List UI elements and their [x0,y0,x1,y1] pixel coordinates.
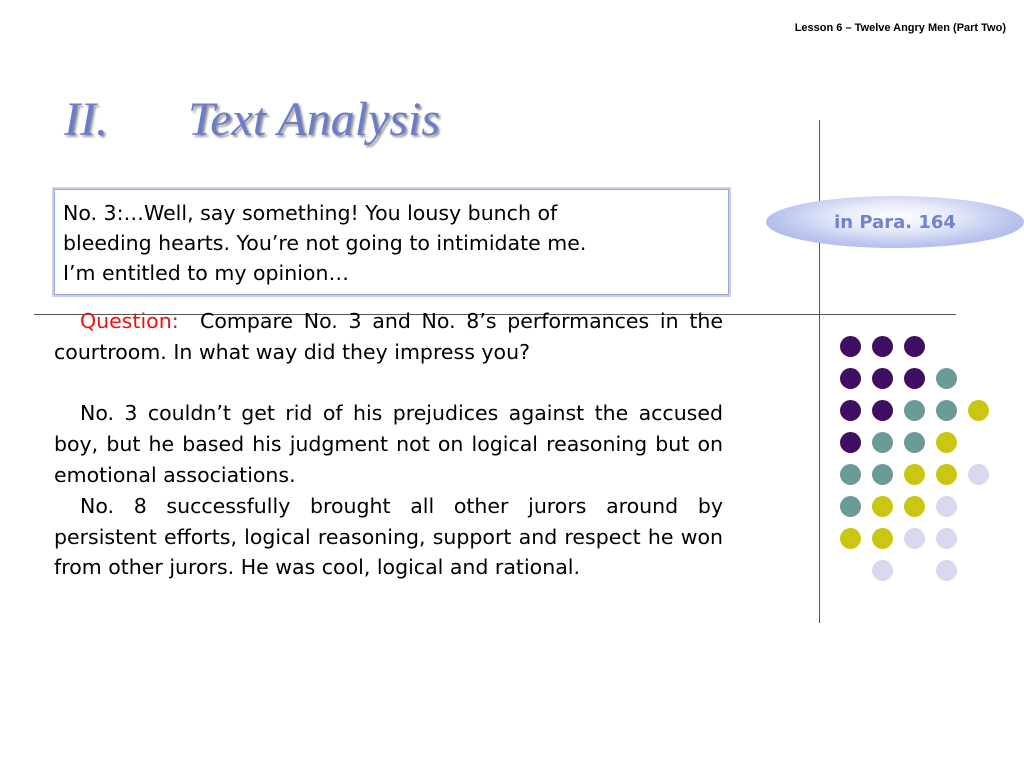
section-numeral: II. [64,93,108,146]
decorative-dot [936,400,957,421]
decorative-dot [872,528,893,549]
decorative-dot [936,528,957,549]
quote-box [52,187,731,297]
answer-paragraph [54,491,723,583]
decorative-dot [840,432,861,453]
decorative-dot [968,464,989,485]
lesson-header: Lesson 6 – Twelve Angry Men (Part Two) [794,22,1006,34]
answer-text-no8: No. 8 successfully brought all other jurors around by persistent efforts, logical reasoning, support and respect he won from other jurors. He was cool, logical and rational. [54,493,723,580]
paragraph-reference-label: in Para. 164 [834,211,956,233]
decorative-dot [936,464,957,485]
question-text: Compare No. 3 and No. 8’s performances in the courtroom. In what way did they impress you? [54,309,723,364]
slide-title [64,92,440,147]
vertical-divider [819,120,820,623]
paragraph-reference-badge [766,196,1024,248]
answer-text-no3: No. 3 couldn’t get rid of his prejudices against the accused boy, but he based his judgment not on logical reasoning but on emotional associations. [54,401,723,487]
decorative-dot [872,336,893,357]
decorative-dot [872,464,893,485]
decorative-dot [840,336,861,357]
section-title: Text Analysis [188,93,441,146]
decorative-dot [904,368,925,389]
decorative-dot [872,560,893,581]
decorative-dot [904,528,925,549]
decorative-dot [936,560,957,581]
decorative-dot [904,496,925,517]
decorative-dot [936,432,957,453]
decorative-dot [872,496,893,517]
decorative-dot [904,400,925,421]
quote-line: I’m entitled to my opinion… [63,261,349,285]
quote-line: bleeding hearts. You’re not going to intimidate me. [63,231,587,255]
analysis-text [54,306,723,583]
decorative-dot [840,464,861,485]
answer-paragraph [54,398,723,490]
decorative-dot [904,336,925,357]
decorative-dot [936,368,957,389]
decorative-dot [936,496,957,517]
decorative-dot [872,368,893,389]
decorative-dot [904,464,925,485]
decorative-dot [872,400,893,421]
decorative-dot [840,368,861,389]
question-paragraph [54,306,723,368]
decorative-dot [968,400,989,421]
quote-line: No. 3:…Well, say something! You lousy bunch of [63,201,558,225]
decorative-dot [872,432,893,453]
question-label: Question: [80,309,179,333]
decorative-dot [840,528,861,549]
decorative-dot [904,432,925,453]
decorative-dot [840,496,861,517]
decorative-dot [840,400,861,421]
